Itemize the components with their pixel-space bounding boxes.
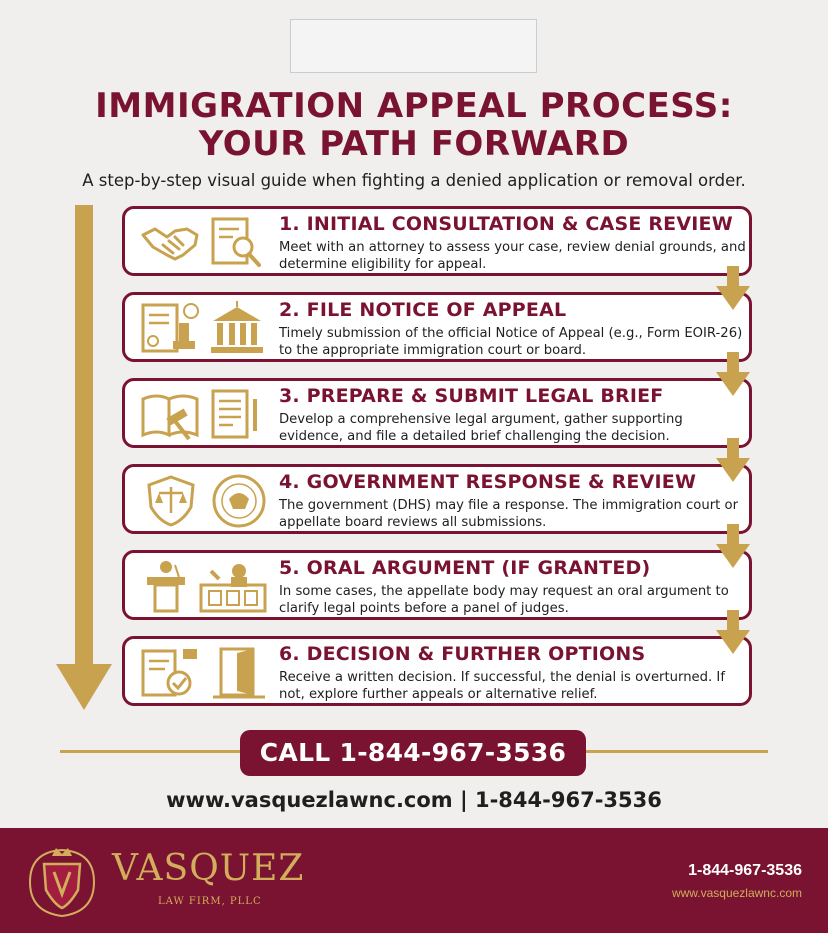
- step-icons: [135, 215, 275, 271]
- step-card-2: [122, 292, 752, 362]
- podium-icon: [141, 559, 191, 615]
- page-title-line2: YOUR PATH FORWARD: [198, 124, 630, 164]
- step-card-5: [122, 550, 752, 620]
- footer-website-link[interactable]: www.vasquezlawnc.com: [671, 886, 802, 900]
- brand-subtitle: LAW FIRM, PLLC: [158, 896, 262, 907]
- step-description: Timely submission of the official Notice of Appeal (e.g., Form EOIR-26) to the appropriate immigration court or board.: [279, 326, 743, 358]
- justice-shield-icon: [143, 473, 199, 529]
- down-arrow-icon: [716, 524, 750, 568]
- step-description: Develop a comprehensive legal argument, gather supporting evidence, and file a detailed brief challenging the decision.: [279, 412, 683, 444]
- brand-name: VASQUEZ: [112, 848, 305, 889]
- step-description: Meet with an attorney to assess your case, review denial grounds, and determine eligibility for appeal.: [279, 240, 746, 272]
- step-icons: [135, 645, 275, 701]
- call-button[interactable]: CALL 1-844-967-3536: [240, 730, 586, 776]
- contact-line[interactable]: www.vasquezlawnc.com | 1-844-967-3536: [166, 788, 662, 812]
- step-description: The government (DHS) may file a response. The immigration court or appellate board reviews all submissions.: [279, 498, 738, 530]
- footer-phone[interactable]: 1-844-967-3536: [688, 862, 802, 879]
- step-title: 6. DECISION & FURTHER OPTIONS: [279, 643, 646, 665]
- approved-document-icon: [139, 645, 201, 701]
- step-description: In some cases, the appellate body may request an oral argument to clarify legal points before a panel of judges.: [279, 584, 729, 616]
- step-title: 2. FILE NOTICE OF APPEAL: [279, 299, 567, 321]
- judges-bench-icon: [197, 559, 269, 615]
- law-firm-crest-icon: [22, 842, 102, 922]
- down-arrow-icon: [716, 352, 750, 396]
- handshake-icon: [139, 215, 201, 271]
- process-arrow-shaft: [75, 205, 93, 665]
- down-arrow-icon: [716, 610, 750, 654]
- law-book-gavel-icon: [139, 387, 201, 443]
- open-door-icon: [211, 645, 267, 701]
- step-icons: [135, 559, 275, 615]
- down-arrow-icon: [716, 438, 750, 482]
- down-arrow-icon: [716, 266, 750, 310]
- brief-document-icon: [207, 387, 267, 443]
- step-card-3: [122, 378, 752, 448]
- stamped-document-icon: [139, 301, 201, 357]
- step-icons: [135, 387, 275, 443]
- divider-right: [586, 750, 768, 753]
- step-icons: [135, 473, 275, 529]
- step-title: 3. PREPARE & SUBMIT LEGAL BRIEF: [279, 385, 664, 407]
- step-card-6: [122, 636, 752, 706]
- top-placeholder-box: [290, 19, 537, 73]
- step-card-4: [122, 464, 752, 534]
- document-magnifier-icon: [207, 215, 267, 271]
- step-title: 5. ORAL ARGUMENT (IF GRANTED): [279, 557, 651, 579]
- step-card-1: [122, 206, 752, 276]
- divider-left: [60, 750, 240, 753]
- step-description: Receive a written decision. If successful, the denial is overturned. If not, explore further appeals or alternative relief.: [279, 670, 725, 702]
- dhs-seal-icon: [211, 473, 267, 529]
- page-title-line1: IMMIGRATION APPEAL PROCESS:: [95, 86, 733, 126]
- page-subtitle: A step-by-step visual guide when fighting a denied application or removal order.: [82, 171, 746, 190]
- step-icons: [135, 301, 275, 357]
- footer-bar: [0, 828, 828, 933]
- process-arrow-head-icon: [56, 664, 112, 710]
- step-title: 4. GOVERNMENT RESPONSE & REVIEW: [279, 471, 697, 493]
- step-title: 1. INITIAL CONSULTATION & CASE REVIEW: [279, 213, 733, 235]
- courthouse-icon: [207, 301, 267, 357]
